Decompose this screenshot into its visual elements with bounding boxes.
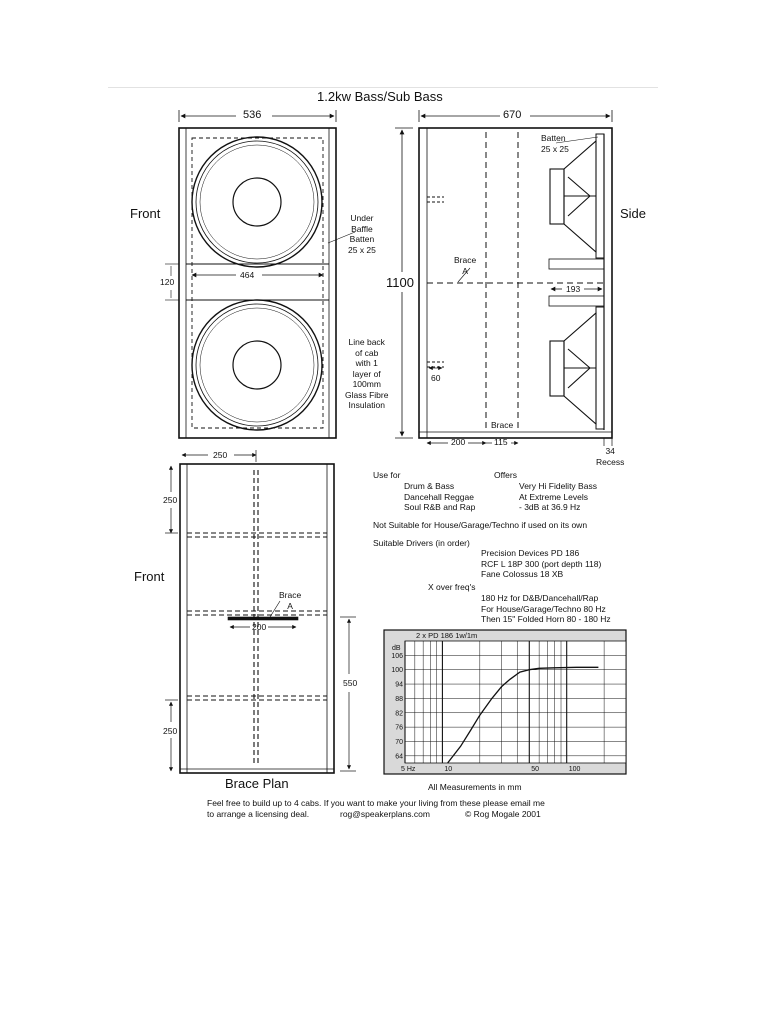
measurements-note: All Measurements in mm bbox=[428, 782, 522, 792]
chart-x-tick-label: 100 bbox=[568, 766, 581, 773]
chart-y-tick-label: 82 bbox=[395, 710, 403, 718]
woofer-top bbox=[192, 137, 322, 267]
offers-header: Offers bbox=[494, 470, 517, 480]
plan-brace-width-dim: 200 bbox=[252, 622, 267, 632]
plan-top-height-dim: 250 bbox=[163, 495, 178, 505]
chart-y-tick-label: 76 bbox=[395, 724, 403, 732]
front-inner-width-dim: 464 bbox=[240, 270, 255, 280]
front-port-dim: 120 bbox=[160, 277, 175, 287]
side-brace-label: Brace bbox=[491, 420, 514, 430]
chart-x-tick-label: 50 bbox=[531, 766, 540, 773]
baffle-batten-note: Under Baffle Batten 25 x 25 bbox=[348, 213, 376, 255]
batten-note: Batten 25 x 25 bbox=[541, 133, 569, 154]
chart-plot-area bbox=[405, 641, 626, 763]
side-depth-dim: 670 bbox=[503, 109, 522, 121]
front-view bbox=[165, 110, 355, 438]
side-view-label: Side bbox=[620, 206, 647, 221]
driver-side-bottom bbox=[550, 313, 596, 424]
use-for-header: Use for bbox=[373, 470, 401, 480]
not-suitable-note: Not Suitable for House/Garage/Techno if used on its own bbox=[373, 520, 588, 530]
plan-top-width-dim: 250 bbox=[213, 450, 228, 460]
chart-y-tick-label: 106 bbox=[391, 652, 403, 660]
port-depth-dim: 60 bbox=[431, 373, 441, 383]
plan-right-height-dim: 550 bbox=[343, 678, 358, 688]
footer-licensing: to arrange a licensing deal. bbox=[207, 809, 310, 819]
drivers-header: Suitable Drivers (in order) bbox=[373, 538, 470, 548]
front-width-dim: 536 bbox=[243, 109, 262, 121]
side-brace-a-label: Brace A bbox=[454, 255, 477, 276]
chart-y-tick-label: 88 bbox=[395, 695, 403, 703]
plan-bottom-height-dim: 250 bbox=[163, 726, 178, 736]
recess-note: 34 Recess bbox=[596, 446, 625, 467]
chart-y-tick-label: 64 bbox=[395, 753, 403, 761]
driver-side-top bbox=[550, 141, 596, 252]
front-view-label: Front bbox=[130, 206, 161, 221]
side-view bbox=[395, 110, 612, 446]
page-title: 1.2kw Bass/Sub Bass bbox=[317, 89, 443, 104]
chart-title: 2 x PD 186 1w/1m bbox=[416, 631, 478, 640]
woofer-bottom bbox=[192, 300, 322, 430]
side-bottom-dim-200: 200 bbox=[451, 437, 466, 447]
footer-email: rog@speakerplans.com bbox=[340, 809, 430, 819]
plan-front-label: Front bbox=[134, 569, 165, 584]
footer-copyright: © Rog Mogale 2001 bbox=[465, 809, 541, 819]
footer-line-1: Feel free to build up to 4 cabs. If you want to make your living from these please email me bbox=[207, 798, 545, 808]
brace-plan-view bbox=[165, 450, 356, 773]
xover-list: 180 Hz for D&B/Dancehall/Rap For House/Garage/Techno 80 Hz Then 15" Folded Horn 80 - 180 Hz bbox=[481, 593, 611, 624]
chart-y-tick-label: 100 bbox=[391, 667, 403, 675]
brace-plan-caption: Brace Plan bbox=[225, 776, 289, 791]
use-for-list: Drum & Bass Dancehall Reggae Soul R&B and Rap bbox=[404, 481, 476, 512]
chart-ylabel: dB bbox=[392, 645, 401, 652]
side-bottom-dim-115: 115 bbox=[494, 437, 508, 447]
xover-header: X over freq's bbox=[428, 582, 476, 592]
driver-gap-dim: 193 bbox=[566, 284, 581, 294]
response-chart bbox=[384, 630, 626, 774]
chart-y-tick-label: 70 bbox=[395, 738, 403, 746]
offers-list: Very Hi Fidelity Bass At Extreme Levels - 3dB at 36.9 Hz bbox=[519, 481, 597, 512]
side-height-dim: 1100 bbox=[386, 275, 414, 290]
insulation-note: Line back of cab with 1 layer of 100mm Glass Fibre Insulation bbox=[345, 337, 389, 410]
drivers-list: Precision Devices PD 186 RCF L 18P 300 (port depth 118) Fane Colossus 18 XB bbox=[481, 548, 602, 579]
plan-brace-a-label: Brace A bbox=[279, 590, 302, 611]
chart-x-tick-label: 10 bbox=[444, 766, 453, 773]
chart-y-tick-label: 94 bbox=[395, 681, 403, 689]
chart-x-tick-label: 5 Hz bbox=[401, 766, 416, 773]
